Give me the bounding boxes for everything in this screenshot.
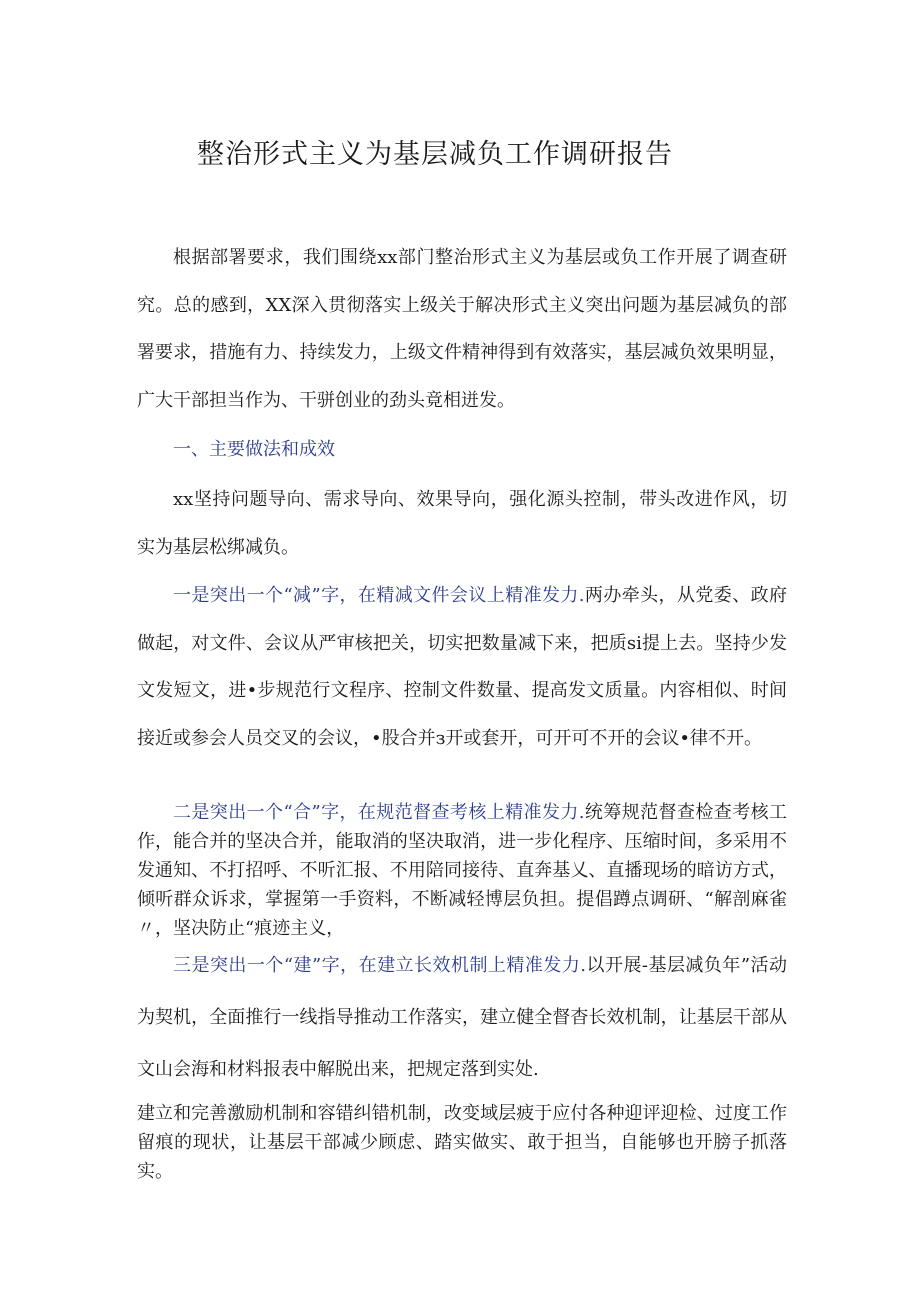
document-title: 整治形式主义为基层减负工作调研报告 <box>197 139 673 170</box>
point-one-paragraph <box>137 572 787 762</box>
point-two-body: 统筹规范督查检查考核工作，能合并的坚决合并，能取消的坚决取消，进一步化程序、压缩时间，多采用不发通知、不打招呼、不听汇报、不用陪同接待、直奔基乂、直播现场的暗访方式，倾听群众诉求，掌握第一手资料，不断减轻博层负担。提倡蹲点调研、“解剖麻雀〃，坚决防止“痕迹主义， <box>137 802 788 939</box>
point-two-lead: 二是突出一个“合”字，在规范督查考核上精准发力. <box>173 802 585 823</box>
point-one-lead: 一是突出一个“减”字，在精减文件会议上精准发力. <box>173 585 585 606</box>
intro-paragraph: 根据部署要求，我们围绕xx部门整治形式主义为基层或负工作开展了调查研究。总的感到，XX深入贯彻落实上级关于解决形式主义突出问题为基层减负的部署要求，措施有力、持续发力，上级文件精神得到有效落实，基层减负效果明显，广大干部担当作为、干骈创业的劲头竟相迸发。 <box>137 247 787 411</box>
point-three-paragraph <box>137 940 787 1096</box>
closing-paragraph: 建立和完善激励机制和容错纠错机制，改变域层疲于应付各种迎评迎检、过度工作留痕的现状，让基层干部减少顾虑、踏实做实、敢于担当，自能够也开膀子抓落实。 <box>137 1103 787 1182</box>
point-three-body: 以开展-基层减负年”活动为契机，全面推行一线指导推动工作落实，建立健全督杳长效机制，让基层干部从文山会海和材料报表中解脱出来，把规定落到实处. <box>137 955 787 1080</box>
point-one-body: 两办牵头，从党委、政府做起，对文件、会议从严审核把关，切实把数量减下来，把质si提上去。坚持少发文发短文，进•步规范行文程序、控制文件数量、提高发文质量。内容相似、时间接近或参会人员交叉的会议，•股合并з开或套开，可开可不开的会议•律不开。 <box>137 585 788 749</box>
point-three-lead: 三是突出一个“建”字，在建立长效机制上精准发力. <box>173 955 587 976</box>
section-heading: 一、主要做法和成效 <box>173 439 335 460</box>
point-two-paragraph <box>137 798 787 943</box>
summary-paragraph: xx坚持问题导向、需求导向、效果导向，强化源头控制，带头改进作风，切实为基层松绑减负。 <box>137 489 787 558</box>
